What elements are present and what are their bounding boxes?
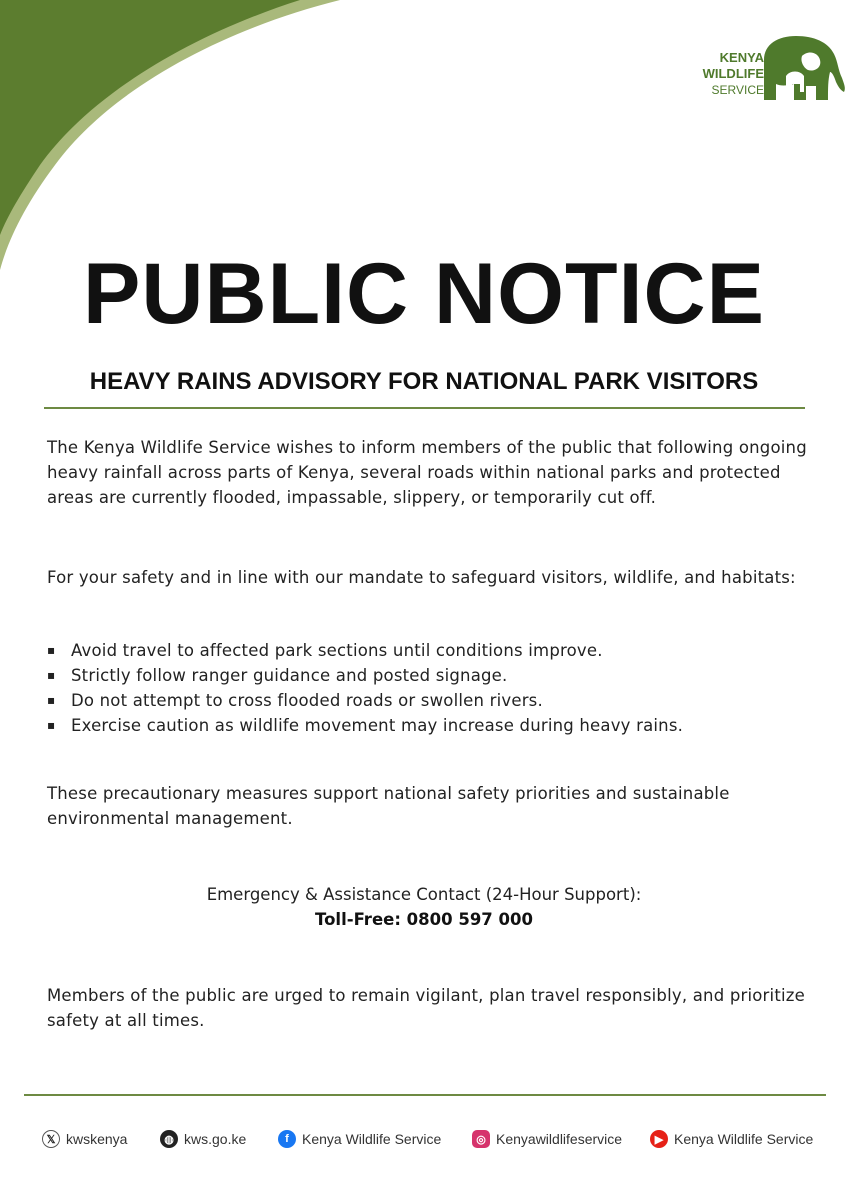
facebook-icon: f (278, 1130, 296, 1148)
elephant-icon (756, 30, 848, 102)
footer-x-label: kwskenya (66, 1131, 128, 1147)
footer-instagram-link[interactable] (472, 1130, 622, 1148)
x-icon: 𝕏 (42, 1130, 60, 1148)
footer-youtube-link[interactable] (650, 1130, 813, 1148)
footer-youtube-label: Kenya Wildlife Service (674, 1131, 814, 1147)
contact-block (0, 882, 848, 932)
footer-facebook-label: Kenya Wildlife Service (302, 1131, 442, 1147)
footer-facebook-link[interactable] (278, 1130, 441, 1148)
list-item: ▪ Do not attempt to cross flooded roads or swollen rivers. (47, 688, 817, 713)
notice-title: PUBLIC NOTICE (83, 246, 765, 342)
measures-paragraph: These precautionary measures support national safety priorities and sustainable environmental management. (47, 784, 730, 828)
notice-subtitle: HEAVY RAINS ADVISORY FOR NATIONAL PARK VISITORS (89, 368, 759, 395)
footer-x-link[interactable] (42, 1130, 127, 1148)
logo-line-wildlife: WILDLIFE (702, 66, 764, 81)
closing-paragraph: Members of the public are urged to remain vigilant, plan travel responsibly, and prioritize safety at all times. (47, 986, 805, 1030)
kws-logo (660, 30, 848, 110)
logo-line-service: SERVICE (711, 83, 764, 97)
list-item: ▪ Exercise caution as wildlife movement may increase during heavy rains. (47, 713, 817, 738)
globe-icon: ◍ (160, 1130, 178, 1148)
header-divider (44, 407, 805, 409)
logo-wordmark (672, 50, 764, 98)
youtube-icon: ▶ (650, 1130, 668, 1148)
instagram-icon: ◎ (472, 1130, 490, 1148)
safety-bullet-list (47, 638, 817, 738)
decorative-corner-swoosh (0, 0, 350, 280)
footer-website-link[interactable] (160, 1130, 246, 1148)
footer-instagram-label: Kenyawildlifeservice (496, 1131, 623, 1147)
footer-website-label: kws.go.ke (184, 1131, 247, 1147)
contact-label: Emergency & Assistance Contact (24-Hour Support): (206, 885, 642, 904)
toll-free-number[interactable]: Toll-Free: 0800 597 000 (315, 910, 533, 929)
safety-lead-paragraph: For your safety and in line with our mandate to safeguard visitors, wildlife, and habitats: (47, 568, 796, 587)
list-item: ▪ Avoid travel to affected park sections until conditions improve. (47, 638, 817, 663)
intro-paragraph: The Kenya Wildlife Service wishes to inform members of the public that following ongoing heavy rainfall across parts of Kenya, several roads within national parks and protected areas are currently flooded, impassable, slippery, or temporarily cut off. (47, 438, 807, 507)
logo-line-kenya: KENYA (719, 50, 764, 65)
list-item: ▪ Strictly follow ranger guidance and posted signage. (47, 663, 817, 688)
footer-divider (24, 1094, 826, 1096)
social-footer (0, 1126, 848, 1156)
